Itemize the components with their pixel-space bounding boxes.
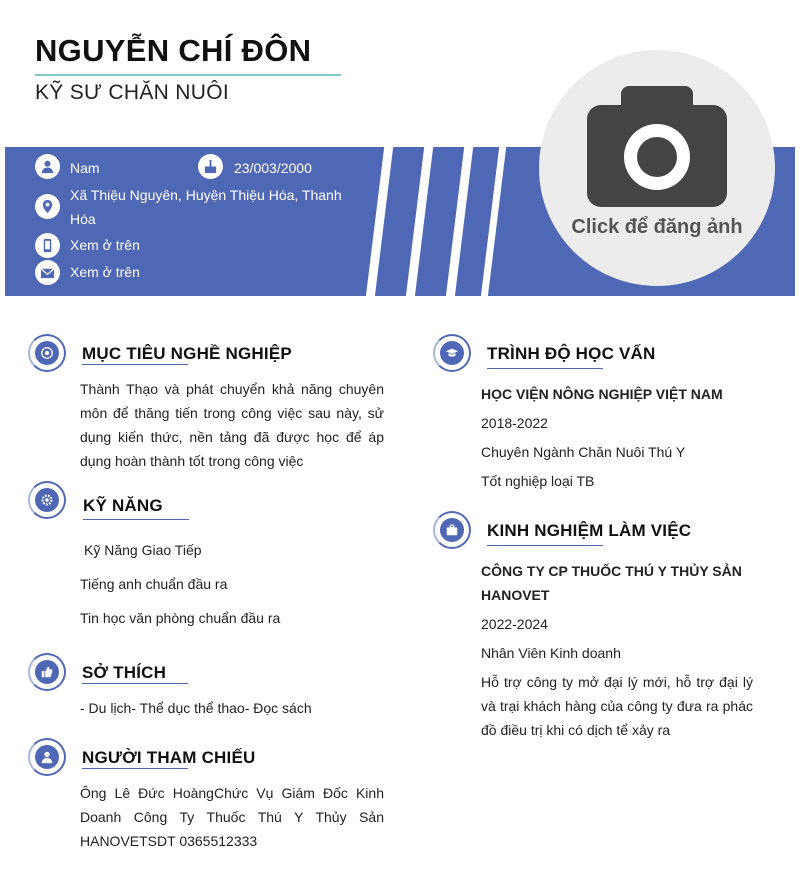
address-value: Xã Thiệu Nguyên, Huyện Thiệu Hóa, Thanh Hóa <box>70 187 342 227</box>
skills-underline <box>83 519 189 520</box>
objective-title: MỤC TIÊU NGHỀ NGHIỆP <box>82 344 292 363</box>
candidate-name: NGUYỄN CHÍ ĐÔN <box>35 33 312 68</box>
experience-underline <box>487 545 603 546</box>
band-stripe <box>365 147 395 296</box>
education-grade: Tốt nghiệp loại TB <box>481 473 595 489</box>
email-icon <box>35 260 60 285</box>
name-underline <box>35 74 341 76</box>
phone-value: Xem ở trên <box>70 237 140 253</box>
references-underline <box>82 768 188 769</box>
education-underline <box>487 368 603 369</box>
objective-underline <box>82 364 188 365</box>
skill-item: Tin học văn phòng chuẩn đầu ra <box>80 610 281 626</box>
target-icon <box>28 334 66 372</box>
thumbs-up-icon <box>28 653 66 691</box>
phone-icon <box>35 233 60 258</box>
reference-person-icon <box>28 738 66 776</box>
gear-icon <box>28 481 66 519</box>
hobbies-title: SỞ THÍCH <box>82 663 167 682</box>
skill-item: Tiếng anh chuẩn đầu ra <box>80 576 228 592</box>
job-title: KỸ SƯ CHĂN NUÔI <box>35 81 229 104</box>
experience-period: 2022-2024 <box>481 616 548 632</box>
company-name: CÔNG TY CP THUỐC THÚ Y THỦY SẢN HANOVET <box>481 563 742 603</box>
experience-title: KINH NGHIỆM LÀM VIỆC <box>487 521 692 540</box>
location-pin-icon <box>35 194 60 219</box>
email-value: Xem ở trên <box>70 264 140 280</box>
skills-title: KỸ NĂNG <box>83 496 163 515</box>
objective-text: Thành Thạo và phát chuyển khả năng chuyên môn để thăng tiến trong công việc sau này, sử dụng kiến thức, nền tảng đã được học để áp dụng hoàn thành tốt trong công việc <box>80 381 384 469</box>
hobbies-text: - Du lịch- Thể dục thể thao- Đọc sách <box>80 700 312 716</box>
graduation-cap-icon <box>433 334 471 372</box>
photo-upload[interactable] <box>539 50 775 286</box>
experience-position: Nhân Viên Kinh doanh <box>481 645 621 661</box>
band-stripe <box>405 147 435 296</box>
education-major: Chuyên Ngành Chăn Nuôi Thú Y <box>481 444 686 460</box>
band-stripe <box>445 147 475 296</box>
briefcase-icon <box>433 511 471 549</box>
skill-item: Kỹ Năng Giao Tiếp <box>84 542 202 558</box>
gender-value: Nam <box>70 160 100 176</box>
birthday-cake-icon <box>198 154 223 179</box>
references-title: NGƯỜI THAM CHIẾU <box>82 748 256 767</box>
hobbies-underline <box>82 683 188 684</box>
education-title: TRÌNH ĐỘ HỌC VẤN <box>487 344 656 363</box>
band-stripe <box>480 147 508 296</box>
school-name: HỌC VIỆN NÔNG NGHIỆP VIỆT NAM <box>481 386 723 402</box>
references-text: Ông Lê Đức HoàngChức Vụ Giám Đốc Kinh Doanh Công Ty Thuốc Thú Y Thủy Sản HANOVETSDT 0365512333 <box>80 785 384 849</box>
dob-value: 23/003/2000 <box>234 160 312 176</box>
experience-description: Hỗ trợ công ty mở đại lý mới, hỗ trợ đại lý và trại khách hàng của công ty đưa ra phác đồ điều trị khi có dịch tể xảy ra <box>481 674 753 738</box>
person-icon <box>35 154 60 179</box>
education-period: 2018-2022 <box>481 415 548 431</box>
photo-upload-label: Click để đăng ảnh <box>571 216 743 238</box>
